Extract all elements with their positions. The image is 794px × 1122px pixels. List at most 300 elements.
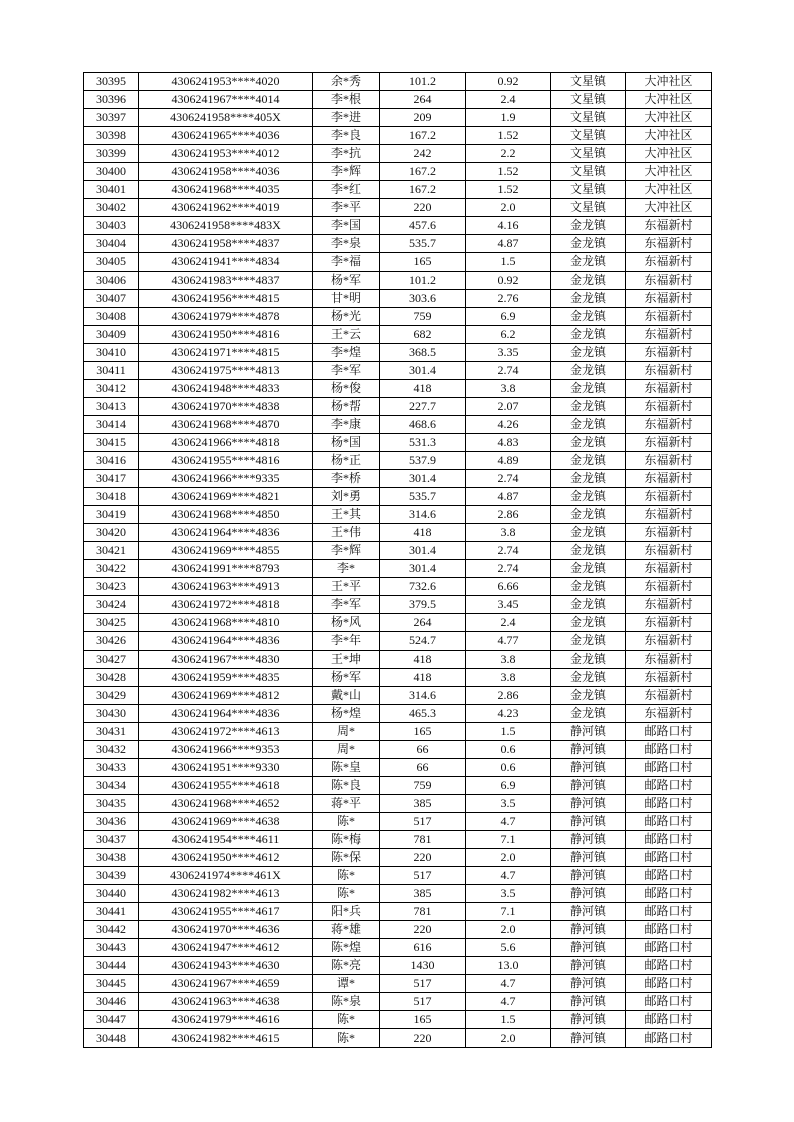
cell-area: 3.45 [466,596,551,614]
cell-id-number: 4306241954****4611 [139,830,313,848]
cell-village: 大冲社区 [626,163,712,181]
cell-id-number: 4306241958****483X [139,217,313,235]
cell-id-number: 4306241966****4818 [139,433,313,451]
cell-area: 4.83 [466,433,551,451]
cell-village: 东福新村 [626,307,712,325]
cell-area: 4.89 [466,451,551,469]
table-row [84,794,712,812]
cell-name: 李*辉 [313,542,380,560]
cell-name: 李*红 [313,181,380,199]
cell-serial-number: 30404 [84,235,139,253]
cell-amount: 165 [380,253,466,271]
cell-name: 甘*明 [313,289,380,307]
cell-id-number: 4306241968****4850 [139,506,313,524]
cell-id-number: 4306241950****4612 [139,849,313,867]
cell-serial-number: 30410 [84,343,139,361]
cell-name: 陈* [313,885,380,903]
table-row [84,758,712,776]
cell-serial-number: 30411 [84,361,139,379]
cell-serial-number: 30403 [84,217,139,235]
table-row [84,1029,712,1047]
cell-serial-number: 30438 [84,849,139,867]
cell-name: 余*秀 [313,73,380,91]
cell-id-number: 4306241966****9335 [139,470,313,488]
cell-amount: 517 [380,867,466,885]
cell-town: 金龙镇 [551,397,626,415]
cell-amount: 303.6 [380,289,466,307]
cell-area: 3.5 [466,794,551,812]
cell-amount: 1430 [380,957,466,975]
cell-area: 2.74 [466,361,551,379]
cell-village: 邮路口村 [626,794,712,812]
cell-name: 陈*梅 [313,830,380,848]
cell-town: 静河镇 [551,740,626,758]
cell-id-number: 4306241955****4617 [139,903,313,921]
cell-area: 4.7 [466,867,551,885]
cell-name: 杨*光 [313,307,380,325]
cell-town: 金龙镇 [551,379,626,397]
table-row [84,668,712,686]
cell-town: 静河镇 [551,867,626,885]
cell-town: 文星镇 [551,163,626,181]
cell-amount: 418 [380,668,466,686]
cell-id-number: 4306241974****461X [139,867,313,885]
table-row [84,127,712,145]
cell-serial-number: 30415 [84,433,139,451]
cell-name: 王*坤 [313,650,380,668]
cell-area: 2.2 [466,145,551,163]
cell-area: 6.66 [466,578,551,596]
cell-amount: 418 [380,650,466,668]
cell-area: 4.23 [466,704,551,722]
cell-village: 东福新村 [626,217,712,235]
cell-name: 杨*帮 [313,397,380,415]
cell-area: 2.76 [466,289,551,307]
cell-area: 6.2 [466,325,551,343]
cell-serial-number: 30402 [84,199,139,217]
cell-serial-number: 30414 [84,415,139,433]
cell-name: 李*康 [313,415,380,433]
table-row [84,614,712,632]
cell-village: 东福新村 [626,397,712,415]
cell-serial-number: 30441 [84,903,139,921]
cell-town: 金龙镇 [551,361,626,379]
cell-area: 2.74 [466,542,551,560]
cell-serial-number: 30420 [84,524,139,542]
cell-village: 东福新村 [626,506,712,524]
cell-serial-number: 30440 [84,885,139,903]
cell-serial-number: 30430 [84,704,139,722]
cell-area: 2.4 [466,91,551,109]
cell-id-number: 4306241964****4836 [139,524,313,542]
cell-amount: 781 [380,830,466,848]
table-row [84,307,712,325]
cell-village: 东福新村 [626,596,712,614]
cell-town: 金龙镇 [551,542,626,560]
cell-amount: 220 [380,921,466,939]
cell-name: 陈* [313,812,380,830]
cell-area: 2.74 [466,470,551,488]
cell-serial-number: 30422 [84,560,139,578]
cell-town: 金龙镇 [551,560,626,578]
cell-area: 2.74 [466,560,551,578]
cell-id-number: 4306241963****4638 [139,993,313,1011]
cell-town: 金龙镇 [551,614,626,632]
cell-area: 3.8 [466,650,551,668]
cell-name: 杨*煌 [313,704,380,722]
cell-town: 静河镇 [551,812,626,830]
table-row [84,704,712,722]
cell-village: 大冲社区 [626,181,712,199]
table-row [84,542,712,560]
cell-town: 静河镇 [551,758,626,776]
cell-id-number: 4306241948****4833 [139,379,313,397]
cell-name: 李*煌 [313,343,380,361]
cell-amount: 535.7 [380,488,466,506]
cell-name: 蒋*平 [313,794,380,812]
cell-id-number: 4306241975****4813 [139,361,313,379]
cell-amount: 418 [380,379,466,397]
table-row [84,199,712,217]
cell-name: 王*伟 [313,524,380,542]
table-row [84,109,712,127]
table-row [84,217,712,235]
cell-name: 李*泉 [313,235,380,253]
cell-amount: 379.5 [380,596,466,614]
cell-village: 东福新村 [626,361,712,379]
cell-serial-number: 30418 [84,488,139,506]
cell-serial-number: 30400 [84,163,139,181]
table-row [84,145,712,163]
cell-serial-number: 30417 [84,470,139,488]
cell-area: 4.7 [466,812,551,830]
cell-amount: 759 [380,307,466,325]
cell-amount: 301.4 [380,542,466,560]
cell-area: 2.0 [466,849,551,867]
cell-name: 李*年 [313,632,380,650]
cell-area: 2.07 [466,397,551,415]
cell-town: 文星镇 [551,145,626,163]
cell-amount: 264 [380,614,466,632]
table-row [84,560,712,578]
cell-serial-number: 30416 [84,451,139,469]
cell-village: 大冲社区 [626,73,712,91]
table-body [84,73,712,1048]
cell-id-number: 4306241972****4613 [139,722,313,740]
cell-serial-number: 30413 [84,397,139,415]
cell-amount: 524.7 [380,632,466,650]
cell-amount: 465.3 [380,704,466,722]
cell-village: 邮路口村 [626,885,712,903]
cell-id-number: 4306241943****4630 [139,957,313,975]
cell-village: 东福新村 [626,542,712,560]
cell-village: 东福新村 [626,470,712,488]
table-row [84,1011,712,1029]
cell-id-number: 4306241967****4014 [139,91,313,109]
cell-town: 金龙镇 [551,235,626,253]
cell-name: 李*福 [313,253,380,271]
table-row [84,812,712,830]
cell-name: 李*桥 [313,470,380,488]
cell-serial-number: 30448 [84,1029,139,1047]
cell-area: 1.5 [466,1011,551,1029]
cell-id-number: 4306241947****4612 [139,939,313,957]
table-row [84,722,712,740]
cell-village: 东福新村 [626,271,712,289]
table-row [84,415,712,433]
cell-area: 0.6 [466,758,551,776]
cell-name: 杨*国 [313,433,380,451]
table-row [84,488,712,506]
cell-village: 邮路口村 [626,740,712,758]
cell-serial-number: 30432 [84,740,139,758]
cell-amount: 314.6 [380,686,466,704]
cell-id-number: 4306241967****4659 [139,975,313,993]
cell-village: 东福新村 [626,488,712,506]
cell-town: 文星镇 [551,91,626,109]
cell-village: 邮路口村 [626,1011,712,1029]
cell-town: 金龙镇 [551,433,626,451]
cell-name: 陈*皇 [313,758,380,776]
cell-town: 静河镇 [551,1011,626,1029]
cell-name: 周* [313,722,380,740]
cell-id-number: 4306241991****8793 [139,560,313,578]
cell-area: 1.5 [466,253,551,271]
cell-name: 李*军 [313,596,380,614]
cell-amount: 781 [380,903,466,921]
cell-serial-number: 30409 [84,325,139,343]
cell-name: 陈* [313,1029,380,1047]
cell-amount: 220 [380,1029,466,1047]
cell-village: 东福新村 [626,235,712,253]
cell-village: 东福新村 [626,289,712,307]
cell-town: 文星镇 [551,127,626,145]
cell-area: 6.9 [466,776,551,794]
cell-id-number: 4306241982****4615 [139,1029,313,1047]
cell-amount: 242 [380,145,466,163]
cell-area: 2.4 [466,614,551,632]
cell-name: 陈*保 [313,849,380,867]
cell-town: 金龙镇 [551,343,626,361]
cell-town: 静河镇 [551,1029,626,1047]
cell-area: 2.86 [466,506,551,524]
table-row [84,470,712,488]
cell-name: 李*国 [313,217,380,235]
cell-id-number: 4306241962****4019 [139,199,313,217]
cell-id-number: 4306241963****4913 [139,578,313,596]
table-row [84,325,712,343]
cell-area: 2.86 [466,686,551,704]
table-row [84,632,712,650]
cell-village: 东福新村 [626,704,712,722]
cell-village: 邮路口村 [626,776,712,794]
cell-town: 金龙镇 [551,632,626,650]
cell-name: 李*军 [313,361,380,379]
cell-id-number: 4306241950****4816 [139,325,313,343]
cell-name: 陈* [313,1011,380,1029]
cell-id-number: 4306241951****9330 [139,758,313,776]
cell-area: 3.8 [466,524,551,542]
table-row [84,867,712,885]
table-row [84,343,712,361]
cell-town: 静河镇 [551,939,626,957]
cell-area: 0.6 [466,740,551,758]
cell-amount: 385 [380,794,466,812]
cell-town: 静河镇 [551,722,626,740]
cell-amount: 101.2 [380,271,466,289]
cell-id-number: 4306241971****4815 [139,343,313,361]
cell-area: 3.5 [466,885,551,903]
cell-name: 陈*亮 [313,957,380,975]
cell-id-number: 4306241972****4818 [139,596,313,614]
cell-serial-number: 30398 [84,127,139,145]
cell-serial-number: 30407 [84,289,139,307]
cell-name: 戴*山 [313,686,380,704]
cell-town: 静河镇 [551,921,626,939]
table-row [84,686,712,704]
cell-village: 东福新村 [626,451,712,469]
cell-id-number: 4306241983****4837 [139,271,313,289]
cell-amount: 682 [380,325,466,343]
cell-amount: 301.4 [380,560,466,578]
cell-name: 陈* [313,867,380,885]
cell-serial-number: 30439 [84,867,139,885]
table-row [84,379,712,397]
table-row [84,939,712,957]
cell-village: 东福新村 [626,668,712,686]
cell-name: 李*良 [313,127,380,145]
cell-id-number: 4306241966****9353 [139,740,313,758]
table-row [84,957,712,975]
data-table [83,72,712,1048]
cell-amount: 385 [380,885,466,903]
cell-id-number: 4306241968****4652 [139,794,313,812]
cell-amount: 220 [380,849,466,867]
cell-village: 邮路口村 [626,903,712,921]
cell-town: 金龙镇 [551,506,626,524]
cell-town: 金龙镇 [551,451,626,469]
cell-serial-number: 30421 [84,542,139,560]
cell-village: 东福新村 [626,524,712,542]
cell-town: 文星镇 [551,109,626,127]
cell-area: 1.52 [466,127,551,145]
cell-area: 3.8 [466,379,551,397]
cell-serial-number: 30425 [84,614,139,632]
cell-serial-number: 30405 [84,253,139,271]
table-row [84,361,712,379]
cell-town: 金龙镇 [551,596,626,614]
cell-village: 邮路口村 [626,1029,712,1047]
cell-name: 李*平 [313,199,380,217]
cell-id-number: 4306241970****4636 [139,921,313,939]
cell-id-number: 4306241969****4638 [139,812,313,830]
cell-village: 东福新村 [626,632,712,650]
table-row [84,181,712,199]
cell-name: 李* [313,560,380,578]
cell-id-number: 4306241958****405X [139,109,313,127]
cell-serial-number: 30435 [84,794,139,812]
cell-area: 3.8 [466,668,551,686]
cell-village: 大冲社区 [626,199,712,217]
cell-amount: 165 [380,1011,466,1029]
table-row [84,903,712,921]
cell-serial-number: 30428 [84,668,139,686]
table-row [84,830,712,848]
cell-id-number: 4306241958****4036 [139,163,313,181]
cell-amount: 468.6 [380,415,466,433]
cell-id-number: 4306241964****4836 [139,704,313,722]
cell-name: 刘*勇 [313,488,380,506]
cell-village: 大冲社区 [626,109,712,127]
cell-village: 大冲社区 [626,91,712,109]
cell-name: 李*辉 [313,163,380,181]
cell-name: 王*其 [313,506,380,524]
cell-amount: 220 [380,199,466,217]
cell-village: 东福新村 [626,379,712,397]
cell-name: 周* [313,740,380,758]
cell-village: 东福新村 [626,560,712,578]
cell-area: 13.0 [466,957,551,975]
table-row [84,73,712,91]
cell-amount: 517 [380,975,466,993]
cell-serial-number: 30429 [84,686,139,704]
cell-town: 静河镇 [551,903,626,921]
cell-amount: 167.2 [380,163,466,181]
cell-serial-number: 30434 [84,776,139,794]
cell-amount: 167.2 [380,181,466,199]
cell-serial-number: 30399 [84,145,139,163]
cell-id-number: 4306241967****4830 [139,650,313,668]
cell-id-number: 4306241979****4878 [139,307,313,325]
cell-amount: 418 [380,524,466,542]
cell-amount: 368.5 [380,343,466,361]
table-row [84,993,712,1011]
cell-amount: 301.4 [380,361,466,379]
cell-village: 东福新村 [626,433,712,451]
cell-village: 邮路口村 [626,830,712,848]
cell-area: 4.87 [466,235,551,253]
cell-amount: 165 [380,722,466,740]
cell-serial-number: 30442 [84,921,139,939]
table-row [84,650,712,668]
cell-amount: 209 [380,109,466,127]
table-row [84,397,712,415]
cell-serial-number: 30446 [84,993,139,1011]
cell-town: 静河镇 [551,849,626,867]
cell-town: 金龙镇 [551,415,626,433]
cell-town: 金龙镇 [551,524,626,542]
cell-town: 金龙镇 [551,704,626,722]
table-row [84,433,712,451]
cell-village: 东福新村 [626,614,712,632]
cell-id-number: 4306241970****4838 [139,397,313,415]
cell-town: 金龙镇 [551,668,626,686]
cell-area: 4.26 [466,415,551,433]
cell-town: 金龙镇 [551,271,626,289]
cell-name: 蒋*雄 [313,921,380,939]
cell-id-number: 4306241968****4035 [139,181,313,199]
cell-area: 4.16 [466,217,551,235]
cell-area: 0.92 [466,271,551,289]
cell-serial-number: 30423 [84,578,139,596]
cell-amount: 517 [380,812,466,830]
cell-town: 金龙镇 [551,488,626,506]
cell-amount: 167.2 [380,127,466,145]
cell-amount: 535.7 [380,235,466,253]
cell-town: 静河镇 [551,993,626,1011]
cell-town: 金龙镇 [551,289,626,307]
cell-id-number: 4306241958****4837 [139,235,313,253]
